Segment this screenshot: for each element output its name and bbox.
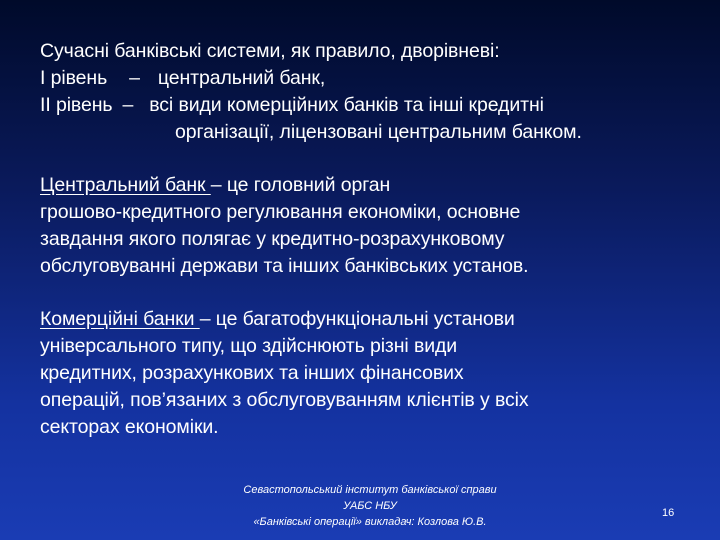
level-2-label: ІІ рівень bbox=[40, 94, 113, 116]
level-2-text: всі види комерційних банків та інші кредитні bbox=[149, 94, 544, 116]
level-1-dash: – bbox=[129, 67, 140, 89]
level-2-line bbox=[40, 92, 700, 119]
footer-course: «Банківські операції» викладач: Козлова Ю.В. bbox=[253, 516, 487, 528]
commercial-banks-line-1 bbox=[40, 306, 700, 333]
level-1-text: центральний банк, bbox=[157, 67, 326, 89]
level-2-text-continued: організації, ліцензовані центральним банком. bbox=[175, 121, 582, 143]
footer-institute: Севастопольський інститут банківської справи bbox=[243, 484, 497, 496]
central-bank-line-4: обслуговуванні держави та інших банківських установ. bbox=[40, 255, 529, 277]
slide-body bbox=[40, 38, 700, 441]
commercial-banks-line-5: секторах економіки. bbox=[40, 416, 219, 438]
commercial-banks-definition-start: – це багатофункціональні установи bbox=[199, 308, 515, 330]
page-number: 16 bbox=[662, 507, 675, 519]
level-2-dash: – bbox=[122, 94, 134, 116]
level-1-line bbox=[40, 65, 700, 92]
level-1-label: І рівень bbox=[40, 67, 108, 89]
commercial-banks-line-3: кредитних, розрахункових та інших фінансових bbox=[40, 362, 464, 384]
central-bank-definition-start: – це головний орган bbox=[210, 174, 391, 196]
central-bank-line-3: завдання якого полягає у кредитно-розрахунковому bbox=[40, 228, 505, 250]
spacer bbox=[40, 146, 700, 172]
commercial-banks-term: Комерційні банки bbox=[40, 308, 200, 330]
commercial-banks-line-4: операцій, пов’язаних з обслуговуванням клієнтів у всіх bbox=[40, 389, 529, 411]
intro-line: Сучасні банківські системи, як правило, дворівневі: bbox=[40, 40, 500, 62]
spacer bbox=[40, 280, 700, 306]
commercial-banks-line-2: універсального типу, що здійснюють різні види bbox=[40, 335, 458, 357]
slide-footer bbox=[180, 482, 560, 530]
footer-org: УАБС НБУ bbox=[343, 500, 397, 512]
central-bank-term: Центральний банк bbox=[40, 174, 211, 196]
central-bank-line-2: грошово-кредитного регулювання економіки, основне bbox=[40, 201, 521, 223]
central-bank-line-1 bbox=[40, 172, 700, 199]
